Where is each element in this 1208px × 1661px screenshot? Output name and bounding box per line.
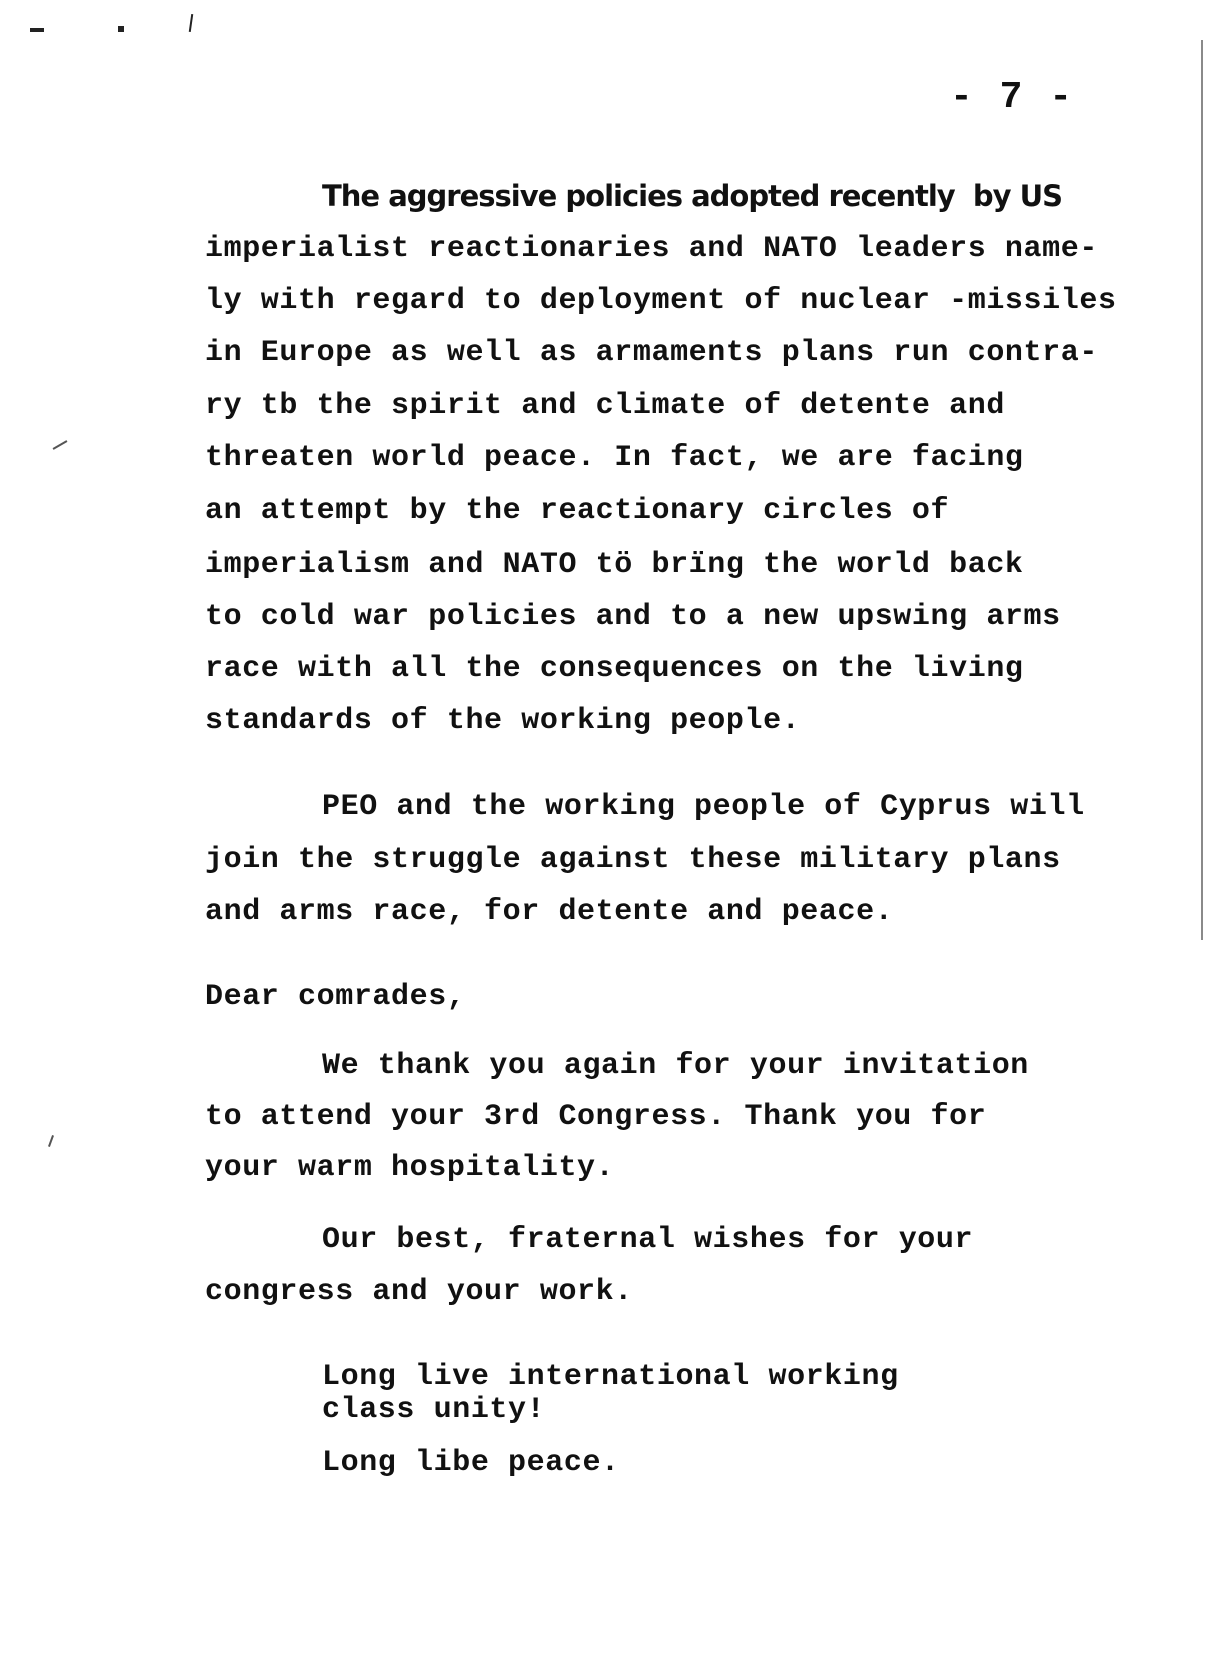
paragraph-3-line-1: We thank you again for your invitation (322, 1049, 1029, 1083)
scan-speck (189, 14, 193, 32)
page-number: - 7 - (950, 76, 1075, 119)
paragraph-1-line-3: ly with regard to deployment of nuclear -missiles (205, 284, 1117, 318)
paragraph-2-line-2: join the struggle against these military plans (205, 843, 1061, 877)
paragraph-4-line-1: Our best, fraternal wishes for your (322, 1223, 974, 1257)
paragraph-2-line-1: PEO and the working people of Cyprus will (322, 790, 1085, 824)
paragraph-1-line-4: in Europe as well as armaments plans run contra- (205, 336, 1098, 370)
scan-edge (1201, 40, 1203, 940)
paragraph-1-line-2: imperialist reactionaries and NATO leaders name- (205, 232, 1098, 266)
paragraph-1-line-7: an attempt by the reactionary circles of (205, 494, 950, 528)
salutation: Dear comrades, (205, 980, 466, 1014)
paragraph-1-line-1: The aggressive policies adopted recently by US (322, 179, 1063, 213)
closing-line-2: class unity! (322, 1393, 546, 1427)
scan-speck (48, 1135, 54, 1147)
closing-line-3: Long libe peace. (322, 1446, 620, 1480)
paragraph-2-line-3: and arms race, for detente and peace. (205, 895, 894, 929)
paragraph-1-line-11: standards of the working people. (205, 704, 801, 738)
scan-speck (118, 26, 124, 32)
paragraph-1-line-9: to cold war policies and to a new upswing arms (205, 600, 1061, 634)
paragraph-1-line-6: threaten world peace. In fact, we are facing (205, 441, 1024, 475)
paragraph-3-line-2: to attend your 3rd Congress. Thank you for (205, 1100, 987, 1134)
paragraph-4-line-2: congress and your work. (205, 1275, 633, 1309)
paragraph-3-line-3: your warm hospitality. (205, 1151, 615, 1185)
paragraph-1-line-5: ry tb the spirit and climate of detente and (205, 389, 1005, 423)
scan-speck (30, 28, 44, 32)
paragraph-1-line-10: race with all the consequences on the living (205, 652, 1024, 686)
scan-speck (53, 440, 68, 450)
paragraph-1-line-8: imperialism and NATO tö brïng the world back (205, 548, 1024, 582)
closing-line-1: Long live international working (322, 1360, 899, 1394)
